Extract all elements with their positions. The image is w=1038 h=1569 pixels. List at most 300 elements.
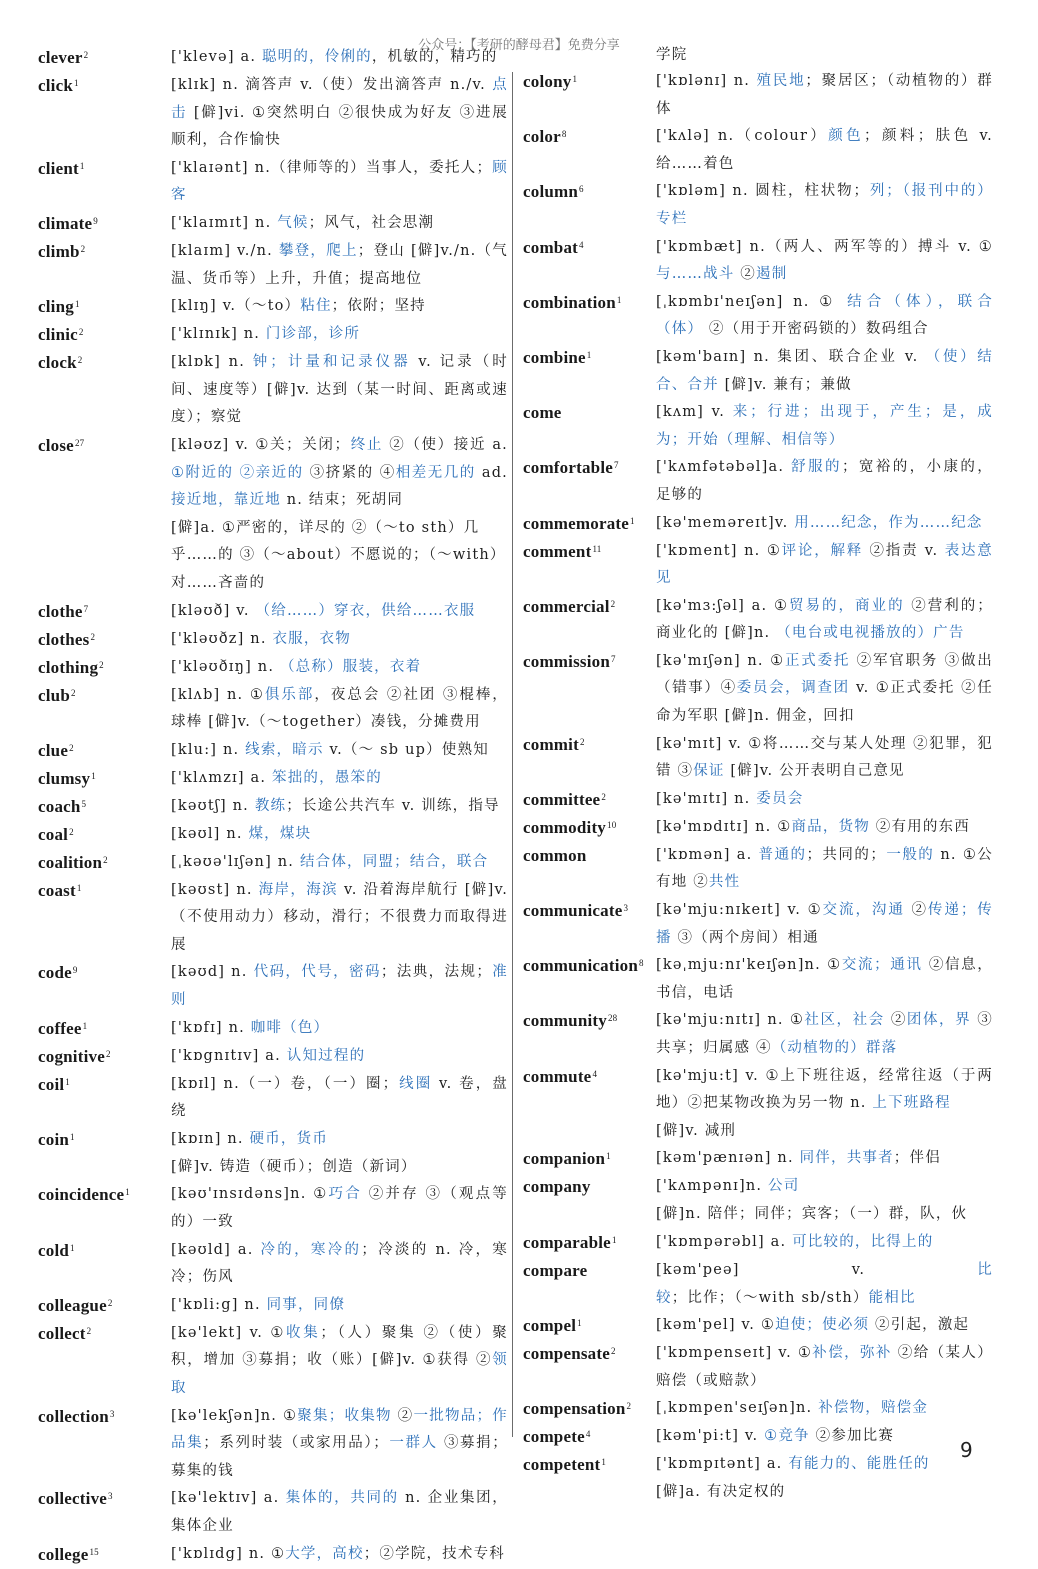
headword <box>38 1043 171 1071</box>
definition-continuation <box>38 1154 508 1182</box>
definition <box>171 654 508 682</box>
definition <box>656 68 993 123</box>
headword <box>523 1312 656 1340</box>
headword-text: combine <box>523 347 586 367</box>
frequency-count: 2 <box>626 1401 632 1412</box>
definition-text: n. 企业集团，集体企业 <box>171 1490 509 1534</box>
key-meaning-text: 收集 <box>286 1324 321 1341</box>
key-meaning-text: 线索，暗示 <box>245 741 324 758</box>
headword <box>523 593 656 621</box>
dictionary-entry <box>523 234 993 289</box>
key-meaning-text: 遏制 <box>756 266 788 283</box>
dictionary-entry <box>38 1485 508 1540</box>
definition-continuation <box>523 1201 993 1229</box>
frequency-count: 9 <box>93 215 98 226</box>
definition <box>171 877 508 960</box>
frequency-count: 1 <box>74 78 79 88</box>
definition-text: n. 结束；死胡同 <box>280 492 404 509</box>
frequency-count: 2 <box>99 659 104 670</box>
headword <box>38 1071 171 1099</box>
definition-text: ；长途公共汽车 v. 训练，指导 <box>286 797 500 814</box>
dictionary-entry <box>38 293 508 321</box>
definition <box>171 1015 508 1043</box>
definition-text: [klɪk] n. 滴答声 v.（使）发出滴答声 n./v. <box>171 77 493 93</box>
definition-text: [kə'mɪt] v. ①将……交与某人处理 ②犯罪，犯错 ③ <box>656 735 993 780</box>
headword-text: communicate <box>523 901 623 921</box>
definition-text: [kə'mju:nɪkeɪt] v. ① <box>656 902 823 919</box>
definition-text: [kəʊtʃ] n. <box>171 797 255 814</box>
headword-text: compensation <box>523 1399 626 1419</box>
definition-text: [klɒk] n. <box>171 354 253 371</box>
key-meaning-text: 交流，沟通 <box>822 902 905 919</box>
dictionary-entry <box>523 1145 993 1173</box>
headword-text: college <box>38 1544 89 1564</box>
dictionary-entry <box>38 1320 508 1403</box>
definition-text: ['klɪnɪk] n. <box>171 326 266 343</box>
frequency-count: 1 <box>79 160 85 171</box>
definition <box>656 648 993 731</box>
definition-text: ；风气，社会思潮 <box>308 214 435 231</box>
definition-text: ['klaɪənt] n.（律师等的）当事人，委托人； <box>171 159 493 176</box>
definition <box>171 432 508 515</box>
dictionary-entry <box>523 1340 993 1395</box>
headword-text: colony <box>523 72 572 91</box>
headword-text: company <box>523 1177 591 1197</box>
definition-text: ②有用的东西 <box>869 818 970 835</box>
definition <box>171 1541 508 1569</box>
dictionary-entry <box>38 1015 508 1043</box>
definition-text: [kə'mɪʃən] n. ① <box>656 652 785 669</box>
frequency-count: 3 <box>623 903 629 914</box>
definition-text: ②并存 ③（观点等的）一致 <box>171 1186 509 1231</box>
definition <box>171 349 508 432</box>
definition <box>656 399 993 454</box>
dictionary-entry <box>38 349 508 432</box>
dictionary-entry <box>38 155 508 210</box>
definition-text: ③挤紧的 ④ <box>303 464 396 481</box>
definition <box>656 1229 993 1257</box>
dictionary-entry <box>38 1292 508 1320</box>
key-meaning-text: 相差无几的 <box>395 464 476 481</box>
definition-text: ②军官职务 ③做出（错事）④ <box>656 652 993 697</box>
frequency-count: 1 <box>82 1020 88 1031</box>
definition <box>171 1485 508 1540</box>
frequency-count: 28 <box>607 1013 618 1024</box>
dictionary-entry <box>38 682 508 737</box>
headword <box>38 626 171 654</box>
dictionary-entry <box>38 1071 508 1126</box>
key-meaning-text: 认知过程的 <box>286 1047 366 1064</box>
headword-text: commemorate <box>523 513 630 533</box>
definition <box>656 1257 993 1312</box>
key-meaning-text: 笨拙的，愚笨的 <box>272 769 382 786</box>
headword <box>523 1257 656 1285</box>
definition <box>656 952 993 1007</box>
definition-text: [kʌm] v. <box>656 404 733 421</box>
definition <box>171 959 508 1014</box>
key-meaning-text: 与……战斗 <box>656 266 735 283</box>
key-meaning-text: 一群人 <box>388 1435 438 1452</box>
definition <box>171 72 508 155</box>
definition-text: ；法典，法规； <box>380 964 493 981</box>
frequency-count: 3 <box>109 1408 115 1419</box>
definition <box>656 1395 993 1423</box>
definition-text: [kəʊd] n. <box>171 964 254 981</box>
definition-text: n. ①公有地 ② <box>656 846 994 891</box>
dictionary-entry <box>523 1257 993 1312</box>
headword <box>38 821 171 849</box>
dictionary-entry <box>38 737 508 765</box>
definition-text: [kəˌmju:nɪ'keɪʃən]n. ① <box>656 957 842 974</box>
headword <box>523 538 656 566</box>
key-meaning-text: 气候 <box>277 214 309 231</box>
dictionary-entry <box>523 1395 993 1423</box>
headword <box>523 842 656 870</box>
key-meaning-text: ①附近的 ②亲近的 <box>171 464 304 481</box>
key-meaning-text: 硬币，货币 <box>249 1130 329 1147</box>
key-meaning-text: 结合体，同盟；结合，联合 <box>299 853 489 870</box>
definition-text: ；依附；坚持 <box>331 298 426 315</box>
headword-text: color <box>523 127 561 147</box>
headword <box>523 1007 656 1035</box>
headword <box>523 1145 656 1173</box>
headword-text: cold <box>38 1240 70 1260</box>
definition <box>656 454 993 509</box>
definition-text: [klaɪm] v./n. <box>171 242 279 259</box>
definition-text: [ˌkɒmpen'seɪʃən]n. <box>656 1400 819 1417</box>
definition <box>171 210 508 238</box>
definition <box>656 1173 993 1201</box>
definition-text: ② <box>391 1407 414 1424</box>
headword-text: coin <box>38 1129 70 1149</box>
headword <box>523 814 656 842</box>
definition-text: ['kləʊðz] n. <box>171 630 273 647</box>
definition-text: ['kʌlə] n.（colour） <box>656 128 829 145</box>
definition <box>656 593 993 648</box>
frequency-count: 1 <box>125 1187 130 1198</box>
dictionary-entry <box>523 1173 993 1201</box>
definition <box>171 1403 508 1486</box>
headword-text: commission <box>523 651 610 671</box>
key-meaning-text: （给……）穿衣，供给……衣服 <box>255 602 476 619</box>
definition-text: ；伴侣 <box>893 1150 941 1167</box>
definition-text: v. 记录（时间、速度等）[僻]v. 达到（某一时间、距离或速度）；察觉 <box>171 354 508 426</box>
dictionary-entry <box>523 178 993 233</box>
definition-text: v. ①正式委托 ②任命为军职 [僻]n. 佣金，回扣 <box>656 680 994 725</box>
frequency-count: 4 <box>585 1429 591 1440</box>
key-meaning-text: 同事，同僚 <box>266 1296 346 1313</box>
definition <box>656 178 993 233</box>
definition-text: ['kɒlɪdg] n. ① <box>171 1545 286 1562</box>
headword <box>38 1181 171 1209</box>
headword <box>523 68 656 96</box>
frequency-count: 2 <box>70 687 76 698</box>
definition-text: [kə'lekʃən]n. ① <box>171 1407 298 1424</box>
definition-text: ['kɒmpenseɪt] v. ① <box>656 1345 813 1362</box>
definition-text: ['kɒgnɪtɪv] a. <box>171 1047 287 1064</box>
headword <box>523 178 656 206</box>
headword <box>523 731 656 759</box>
key-meaning-text: 能相比 <box>868 1289 916 1306</box>
frequency-count: 1 <box>70 1242 75 1253</box>
dictionary-entry <box>38 959 508 1014</box>
headword <box>38 155 171 183</box>
dictionary-entry <box>523 1451 993 1479</box>
definition-text: ；比作；（～with sb/sth） <box>671 1289 869 1306</box>
definition-text: ['klʌmzɪ] a. <box>171 769 273 786</box>
headword-text: commodity <box>523 817 607 837</box>
key-meaning-text: 咖啡（色） <box>250 1019 330 1036</box>
dictionary-entry <box>38 1237 508 1292</box>
definition <box>656 1145 993 1173</box>
definition <box>171 626 508 654</box>
definition-text: ②营利的；商业化的 [僻]n. <box>656 597 993 642</box>
headword <box>38 1015 171 1043</box>
key-meaning-text: 上下班路程 <box>872 1095 951 1112</box>
key-meaning-text: 补偿物，赔偿金 <box>818 1400 929 1417</box>
definition-text: ['kləʊðɪŋ] n. <box>171 658 280 675</box>
definition-text: [僻]v. 公开表明自己意见 <box>724 763 905 780</box>
dictionary-entry <box>38 72 508 155</box>
frequency-count: 1 <box>70 1131 75 1142</box>
key-meaning-text: 贸易的，商业的 <box>788 597 905 614</box>
headword-text: clever <box>38 48 83 67</box>
definition-text: [kɒɪn] n. <box>171 1130 250 1147</box>
frequency-count: 1 <box>611 1234 617 1245</box>
key-meaning-text: 顾客 <box>171 159 509 204</box>
dictionary-entry <box>523 510 993 538</box>
key-meaning-text: 补偿，弥补 <box>812 1345 892 1362</box>
headword <box>523 1340 656 1368</box>
definition-text: ②（使）接近 a. <box>382 436 508 453</box>
key-meaning-text: 迫使；使必须 <box>775 1317 870 1334</box>
definition <box>171 238 508 293</box>
definition-text: ，机敏的，精巧的 <box>371 49 498 65</box>
key-meaning-text: 同伴，共事者 <box>799 1150 894 1167</box>
headword <box>523 1395 656 1423</box>
key-meaning-text: 钟；计量和记录仪器 <box>252 354 411 371</box>
definition-text: [kəm'pel] v. ① <box>656 1317 776 1334</box>
dictionary-entry <box>38 432 508 515</box>
key-meaning-text: 领取 <box>171 1352 508 1396</box>
frequency-count: 27 <box>74 437 85 448</box>
key-meaning-text: 粘住 <box>300 298 332 315</box>
definition <box>656 234 993 289</box>
definition-text: [klu:] n. <box>171 741 246 758</box>
dictionary-entry <box>38 1181 508 1236</box>
dictionary-entry <box>38 1043 508 1071</box>
key-meaning-text: 集体的，共同的 <box>285 1490 399 1507</box>
page-number: 9 <box>960 1438 973 1462</box>
definition <box>171 1126 508 1154</box>
headword <box>523 1173 656 1201</box>
frequency-count: 1 <box>606 1151 611 1162</box>
definition-text: [僻]v. 减刑 <box>656 1122 737 1139</box>
definition-text: [kəʊld] a. <box>171 1241 261 1258</box>
headword <box>523 648 656 676</box>
headword-text: clothe <box>38 601 83 621</box>
headword-text: compete <box>523 1427 585 1447</box>
headword <box>38 432 171 460</box>
key-meaning-text: 俱乐部 <box>264 686 315 703</box>
key-meaning-text: 攀登，爬上 <box>278 242 358 259</box>
dictionary-entry <box>38 44 508 72</box>
key-meaning-text: 传递；传播 <box>656 902 994 946</box>
headword <box>38 682 171 710</box>
key-meaning-text: 结合（体），联合（体） <box>656 293 993 338</box>
dictionary-entry <box>523 814 993 842</box>
headword <box>523 1063 656 1091</box>
key-meaning-text: 委员会 <box>756 790 804 807</box>
frequency-count: 1 <box>601 1457 607 1468</box>
key-meaning-text: 准则 <box>171 964 509 1009</box>
definition <box>171 321 508 349</box>
frequency-count: 1 <box>91 770 96 781</box>
frequency-count: 1 <box>572 74 578 84</box>
key-meaning-text: （使）结合、合并 <box>656 348 993 393</box>
frequency-count: 1 <box>616 294 622 305</box>
column-divider <box>512 72 513 1437</box>
headword-text: collect <box>38 1323 86 1343</box>
definition-text: [kə'mɒdɪtɪ] n. ① <box>656 818 792 835</box>
headword-text: coal <box>38 824 69 844</box>
watermark-text: 公众号：【考研的酵母君】免费分享 <box>418 38 620 53</box>
definition <box>171 821 508 849</box>
dictionary-entry <box>38 765 508 793</box>
definition <box>656 1451 993 1479</box>
headword-text: collective <box>38 1489 108 1509</box>
headword <box>523 1229 656 1257</box>
definition-text: v. 卷，盘绕 <box>171 1075 508 1120</box>
frequency-count: 1 <box>76 882 82 893</box>
headword-text: coincidence <box>38 1185 125 1205</box>
key-meaning-text: 用……纪念，作为……纪念 <box>794 514 983 531</box>
definition <box>171 1181 508 1236</box>
headword <box>523 123 656 151</box>
headword <box>523 289 656 317</box>
key-meaning-text: 聪明的，伶俐的 <box>261 49 372 65</box>
headword-text: cling <box>38 297 74 317</box>
definition <box>656 1007 993 1062</box>
definition-text: [ˌkəʊə'lɪʃən] n. <box>171 853 300 870</box>
dictionary-entry <box>523 344 993 399</box>
definition-text: ；（人）聚集 ②（使）聚积，增加 ③募捐；收（账）[僻]v. ①获得 ② <box>171 1324 508 1369</box>
definition-text: ②参加比赛 <box>809 1428 895 1445</box>
dictionary-entry <box>38 849 508 877</box>
key-meaning-text: 正式委托 <box>784 652 851 669</box>
key-meaning-text: 列；（报刊中的）专栏 <box>656 183 993 227</box>
headword-text: collection <box>38 1406 109 1426</box>
definition <box>171 1043 508 1071</box>
dictionary-entry <box>523 648 993 731</box>
headword-text: coil <box>38 1074 65 1094</box>
dictionary-entry <box>523 1312 993 1340</box>
headword <box>38 238 171 266</box>
definition <box>171 849 508 877</box>
headword <box>38 44 171 72</box>
key-meaning-text: 教练 <box>254 797 287 814</box>
headword <box>523 897 656 925</box>
definition-text: [kə'mju:t] v. ①上下班往返，经常往返（于两地）②把某物改换为另一物 n. <box>656 1067 993 1112</box>
definition-text: [僻]v. 兼有；兼做 <box>718 376 852 393</box>
dictionary-entry <box>38 626 508 654</box>
dictionary-entry <box>523 952 993 1007</box>
dictionary-entry <box>523 897 993 952</box>
headword-text: committee <box>523 789 601 809</box>
key-meaning-text: 煤，煤块 <box>248 825 312 842</box>
dictionary-entry <box>38 793 508 821</box>
definition <box>656 1063 993 1118</box>
frequency-count: 7 <box>614 460 619 471</box>
definition-text: [kləʊz] v. ①关；关闭； <box>171 436 351 453</box>
definition <box>171 598 508 626</box>
headword-text: comfortable <box>523 458 613 478</box>
definition-text: ['kɒləm] n. 圆柱，柱状物； <box>656 183 870 200</box>
carryover-text: 学院 <box>656 47 688 63</box>
dictionary-entry <box>523 593 993 648</box>
dictionary-entry <box>523 1423 993 1451</box>
definition-text: [ˌkɒmbɪ'neɪʃən] n. ① <box>656 293 848 310</box>
key-meaning-text: 线圈 <box>398 1075 433 1092</box>
key-meaning-text: 评论，解释 <box>781 542 864 559</box>
key-meaning-text: 共性 <box>708 874 741 891</box>
key-meaning-text: 颜色 <box>828 128 865 145</box>
headword-text: combat <box>523 237 579 257</box>
definition-text: ；共同的； <box>806 846 887 863</box>
definition-text: ；登山 [僻]v./n.（气温、货币等）上升，升值；提高地位 <box>171 242 509 287</box>
definition-text: [kɒɪl] n.（一）卷，（一）圈； <box>171 1075 399 1092</box>
headword-text: commit <box>523 734 579 754</box>
definition-text: ['kɒmpərəbl] a. <box>656 1233 793 1250</box>
definition-text: [kə'mɪtɪ] n. <box>656 790 757 807</box>
dictionary-entry <box>523 731 993 786</box>
definition-text: ['kʌmfətəbəl]a. <box>656 459 792 476</box>
dictionary-entry <box>523 123 993 178</box>
definition-text: ②指责 v. <box>863 542 945 559</box>
headword-text: compare <box>523 1260 588 1280</box>
headword <box>38 72 171 100</box>
headword-text: companion <box>523 1149 606 1169</box>
headword <box>38 1320 171 1348</box>
frequency-count: 6 <box>579 184 584 195</box>
definition <box>171 793 508 821</box>
definition-text: ，夜总会 ②社团 ③棍棒，球棒 [僻]v.（～together）凑钱，分摊费用 <box>171 686 508 731</box>
key-meaning-text: 点击 <box>171 77 508 121</box>
headword <box>523 1451 656 1479</box>
key-meaning-text: 舒服的 <box>791 459 842 476</box>
definition <box>656 1312 993 1340</box>
headword <box>38 1292 171 1320</box>
key-meaning-text: 大学，高校 <box>285 1545 364 1562</box>
headword-text: come <box>523 403 562 423</box>
frequency-count: 2 <box>579 736 585 747</box>
key-meaning-text: 公司 <box>768 1178 800 1195</box>
key-meaning-text: 团体，界 <box>906 1012 972 1029</box>
frequency-count: 2 <box>83 50 89 60</box>
definition-text: ② <box>904 902 928 919</box>
key-meaning-text: [僻]v. 铸造（硬币）；创造（新词） <box>171 1158 417 1175</box>
frequency-count: 3 <box>108 1491 113 1502</box>
headword <box>38 1126 171 1154</box>
frequency-count: 15 <box>89 1546 99 1557</box>
definition-text: [kə'lektɪv] a. <box>171 1490 286 1507</box>
frequency-count: 9 <box>72 965 78 976</box>
dictionary-entry <box>523 538 993 593</box>
headword <box>38 349 171 377</box>
definition <box>171 1292 508 1320</box>
headword-text: combination <box>523 292 616 312</box>
headword <box>38 293 171 321</box>
